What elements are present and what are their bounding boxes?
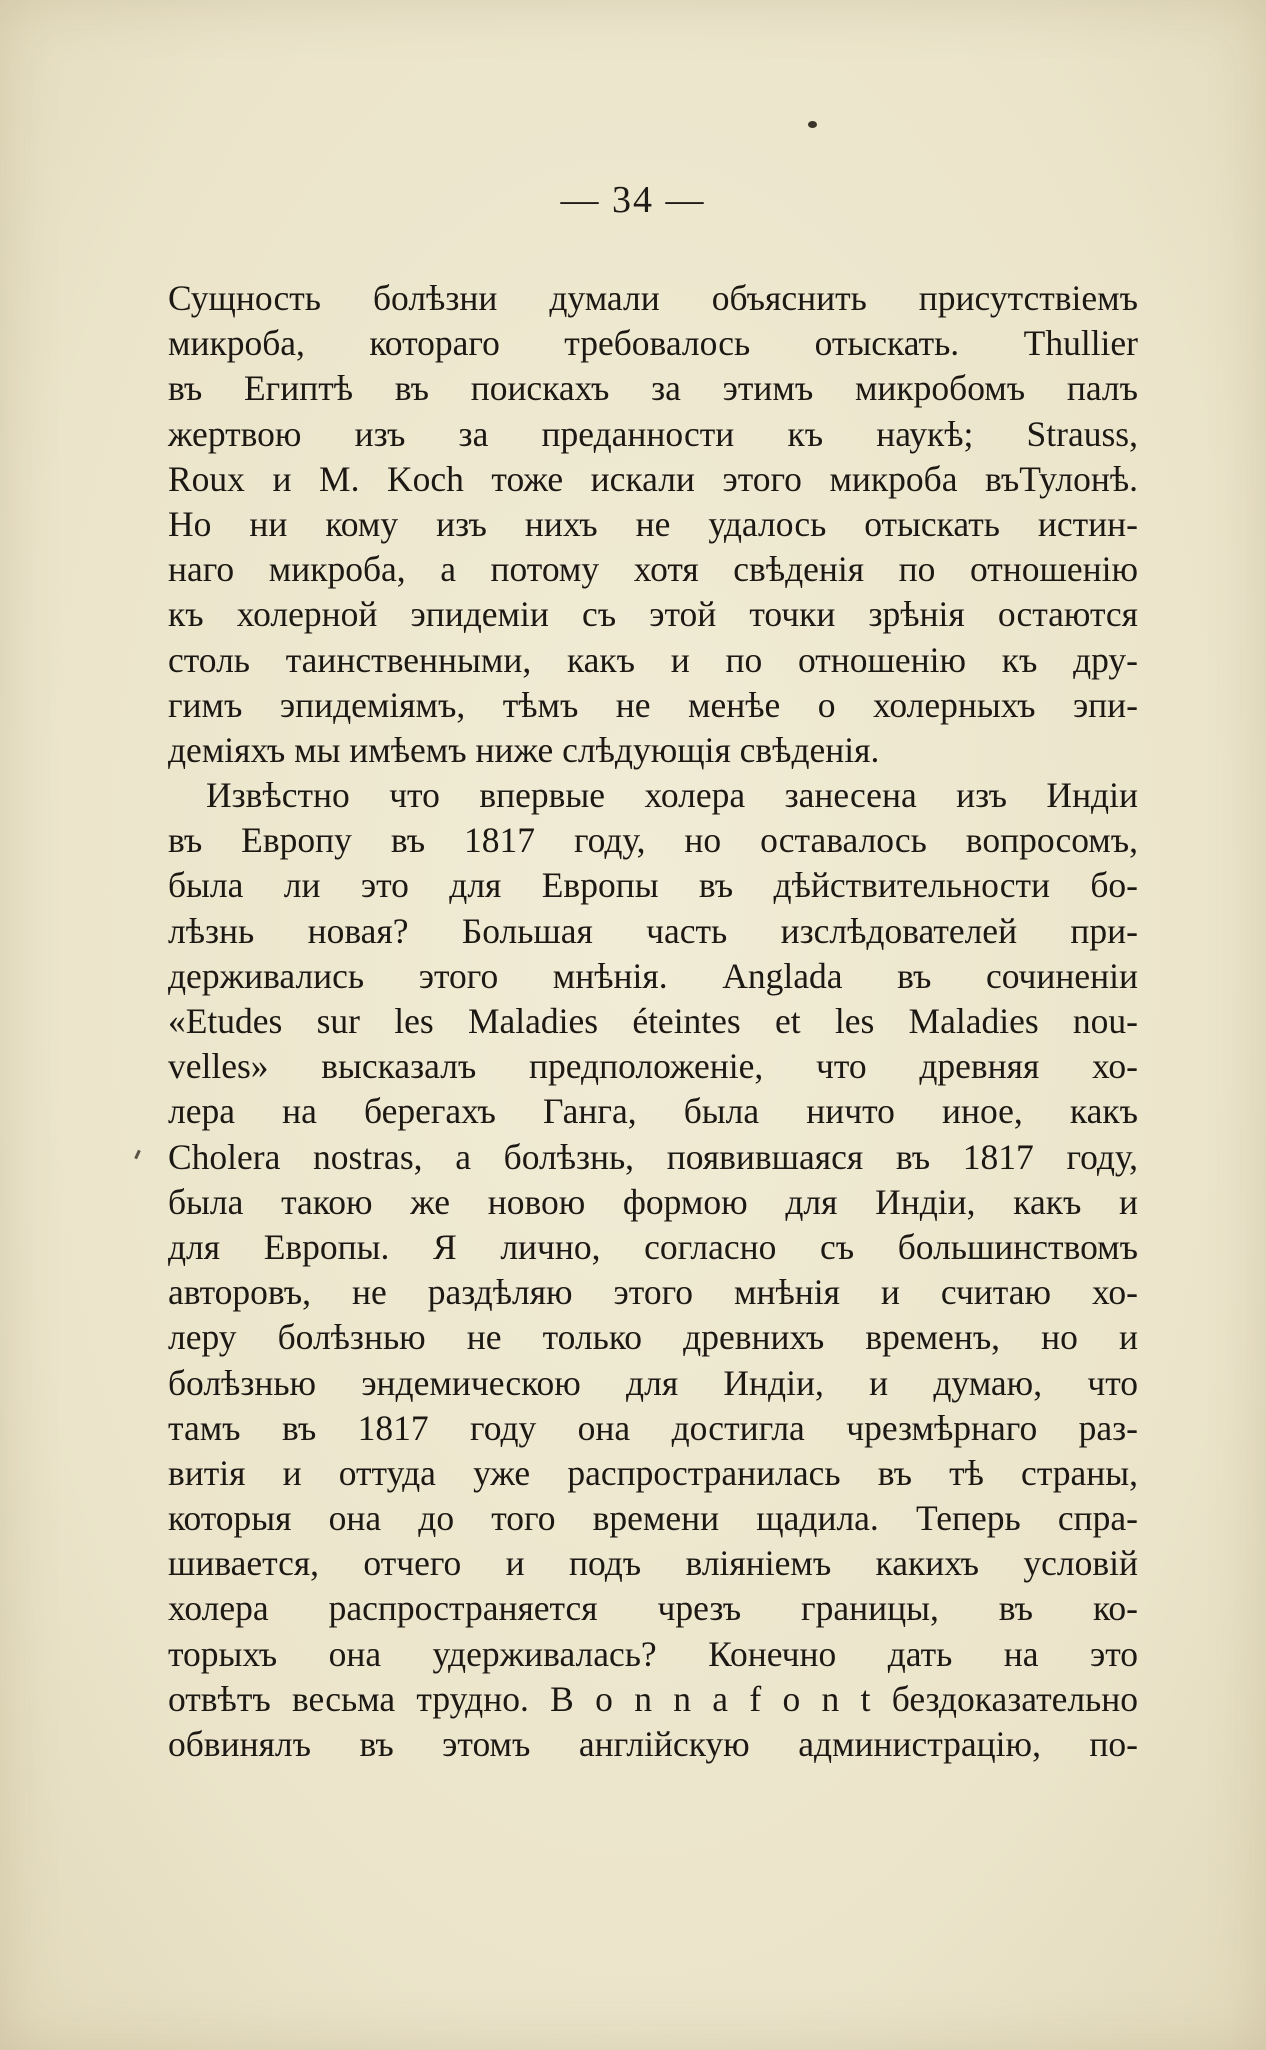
paragraph-1 (168, 276, 1138, 773)
text-line: въ Европу въ 1817 году, но оставалось вопросомъ, (168, 820, 1138, 861)
text-line: лѣзнь новая? Большая часть изслѣдователей при- (168, 910, 1138, 951)
text-line: авторовъ, не раздѣляю этого мнѣнія и считаю хо- (168, 1272, 1138, 1313)
text-line: болѣзнью эндемическою для Индіи, и думаю, что (168, 1362, 1138, 1403)
text-line: холера распространяется чрезъ границы, въ ко- (168, 1588, 1138, 1629)
text-line: Сущность болѣзни думали объяснить присутствіемъ (168, 278, 1138, 318)
text-line: деміяхъ мы имѣемъ ниже слѣдующія свѣденія. (168, 729, 880, 770)
text-line: Извѣстно что впервые холера занесена изъ Индіи (206, 775, 1138, 816)
text-line: «Etudes sur les Maladies éteintes et les Maladies nou- (168, 1001, 1138, 1041)
text-line: столь таинственными, какъ и по отношенію къ дру- (168, 639, 1138, 680)
text-line: леру болѣзнью не только древнихъ временъ, но и (168, 1317, 1138, 1358)
text-line: была такою же новою формою для Индіи, какъ и (168, 1181, 1138, 1222)
text-line: для Европы. Я лично, согласно съ большинствомъ (168, 1226, 1138, 1267)
text-line: гимъ эпидеміямъ, тѣмъ не менѣе о холерныхъ эпи- (168, 684, 1138, 725)
text-line: тамъ въ 1817 году она достигла чрезмѣрнаго раз- (168, 1407, 1138, 1448)
text-line: обвинялъ въ этомъ англійскую администрацію, по- (168, 1724, 1138, 1764)
margin-mark (134, 1150, 141, 1159)
text-line: витія и оттуда уже распространилась въ тѣ страны, (168, 1452, 1138, 1493)
text-line: къ холерной эпидеміи съ этой точки зрѣнія остаются (168, 594, 1138, 635)
text-line: Cholera nostras, а болѣзнь, появившаяся въ 1817 году, (168, 1136, 1138, 1177)
text-line: торыхъ она удерживалась? Конечно дать на это (168, 1633, 1138, 1674)
ink-speck (808, 121, 817, 128)
text-line: наго микроба, а потому хотя свѣденія по отношенію (168, 549, 1138, 590)
text-line: лера на берегахъ Ганга, была ничто иное, какъ (168, 1091, 1138, 1132)
text-line: Но ни кому изъ нихъ не удалось отыскать истин- (168, 503, 1138, 544)
text-line: жертвою изъ за преданности къ наукѣ; Strauss, (168, 413, 1138, 454)
text-line: въ Египтѣ въ поискахъ за этимъ микробомъ палъ (168, 368, 1138, 409)
body-text (168, 276, 1138, 1767)
text-line: отвѣтъ весьма трудно. B o n n a f o n t бездоказательно (168, 1678, 1138, 1719)
text-line: velles» высказалъ предположеніе, что древняя хо- (168, 1046, 1138, 1087)
text-line: была ли это для Европы въ дѣйствительности бо- (168, 865, 1138, 906)
page-number: — 34 — (560, 179, 706, 221)
text-line: микроба, котораго требовалось отыскать. Thullier (168, 323, 1138, 364)
text-line: держивались этого мнѣнія. Anglada въ сочиненіи (168, 955, 1138, 996)
paragraph-2 (168, 773, 1138, 1767)
text-line: шивается, отчего и подъ вліяніемъ какихъ условій (168, 1543, 1138, 1584)
text-line: которыя она до того времени щадила. Теперь спра- (168, 1498, 1138, 1539)
text-line: Roux и M. Koch тоже искали этого микроба въТулонѣ. (168, 458, 1138, 499)
